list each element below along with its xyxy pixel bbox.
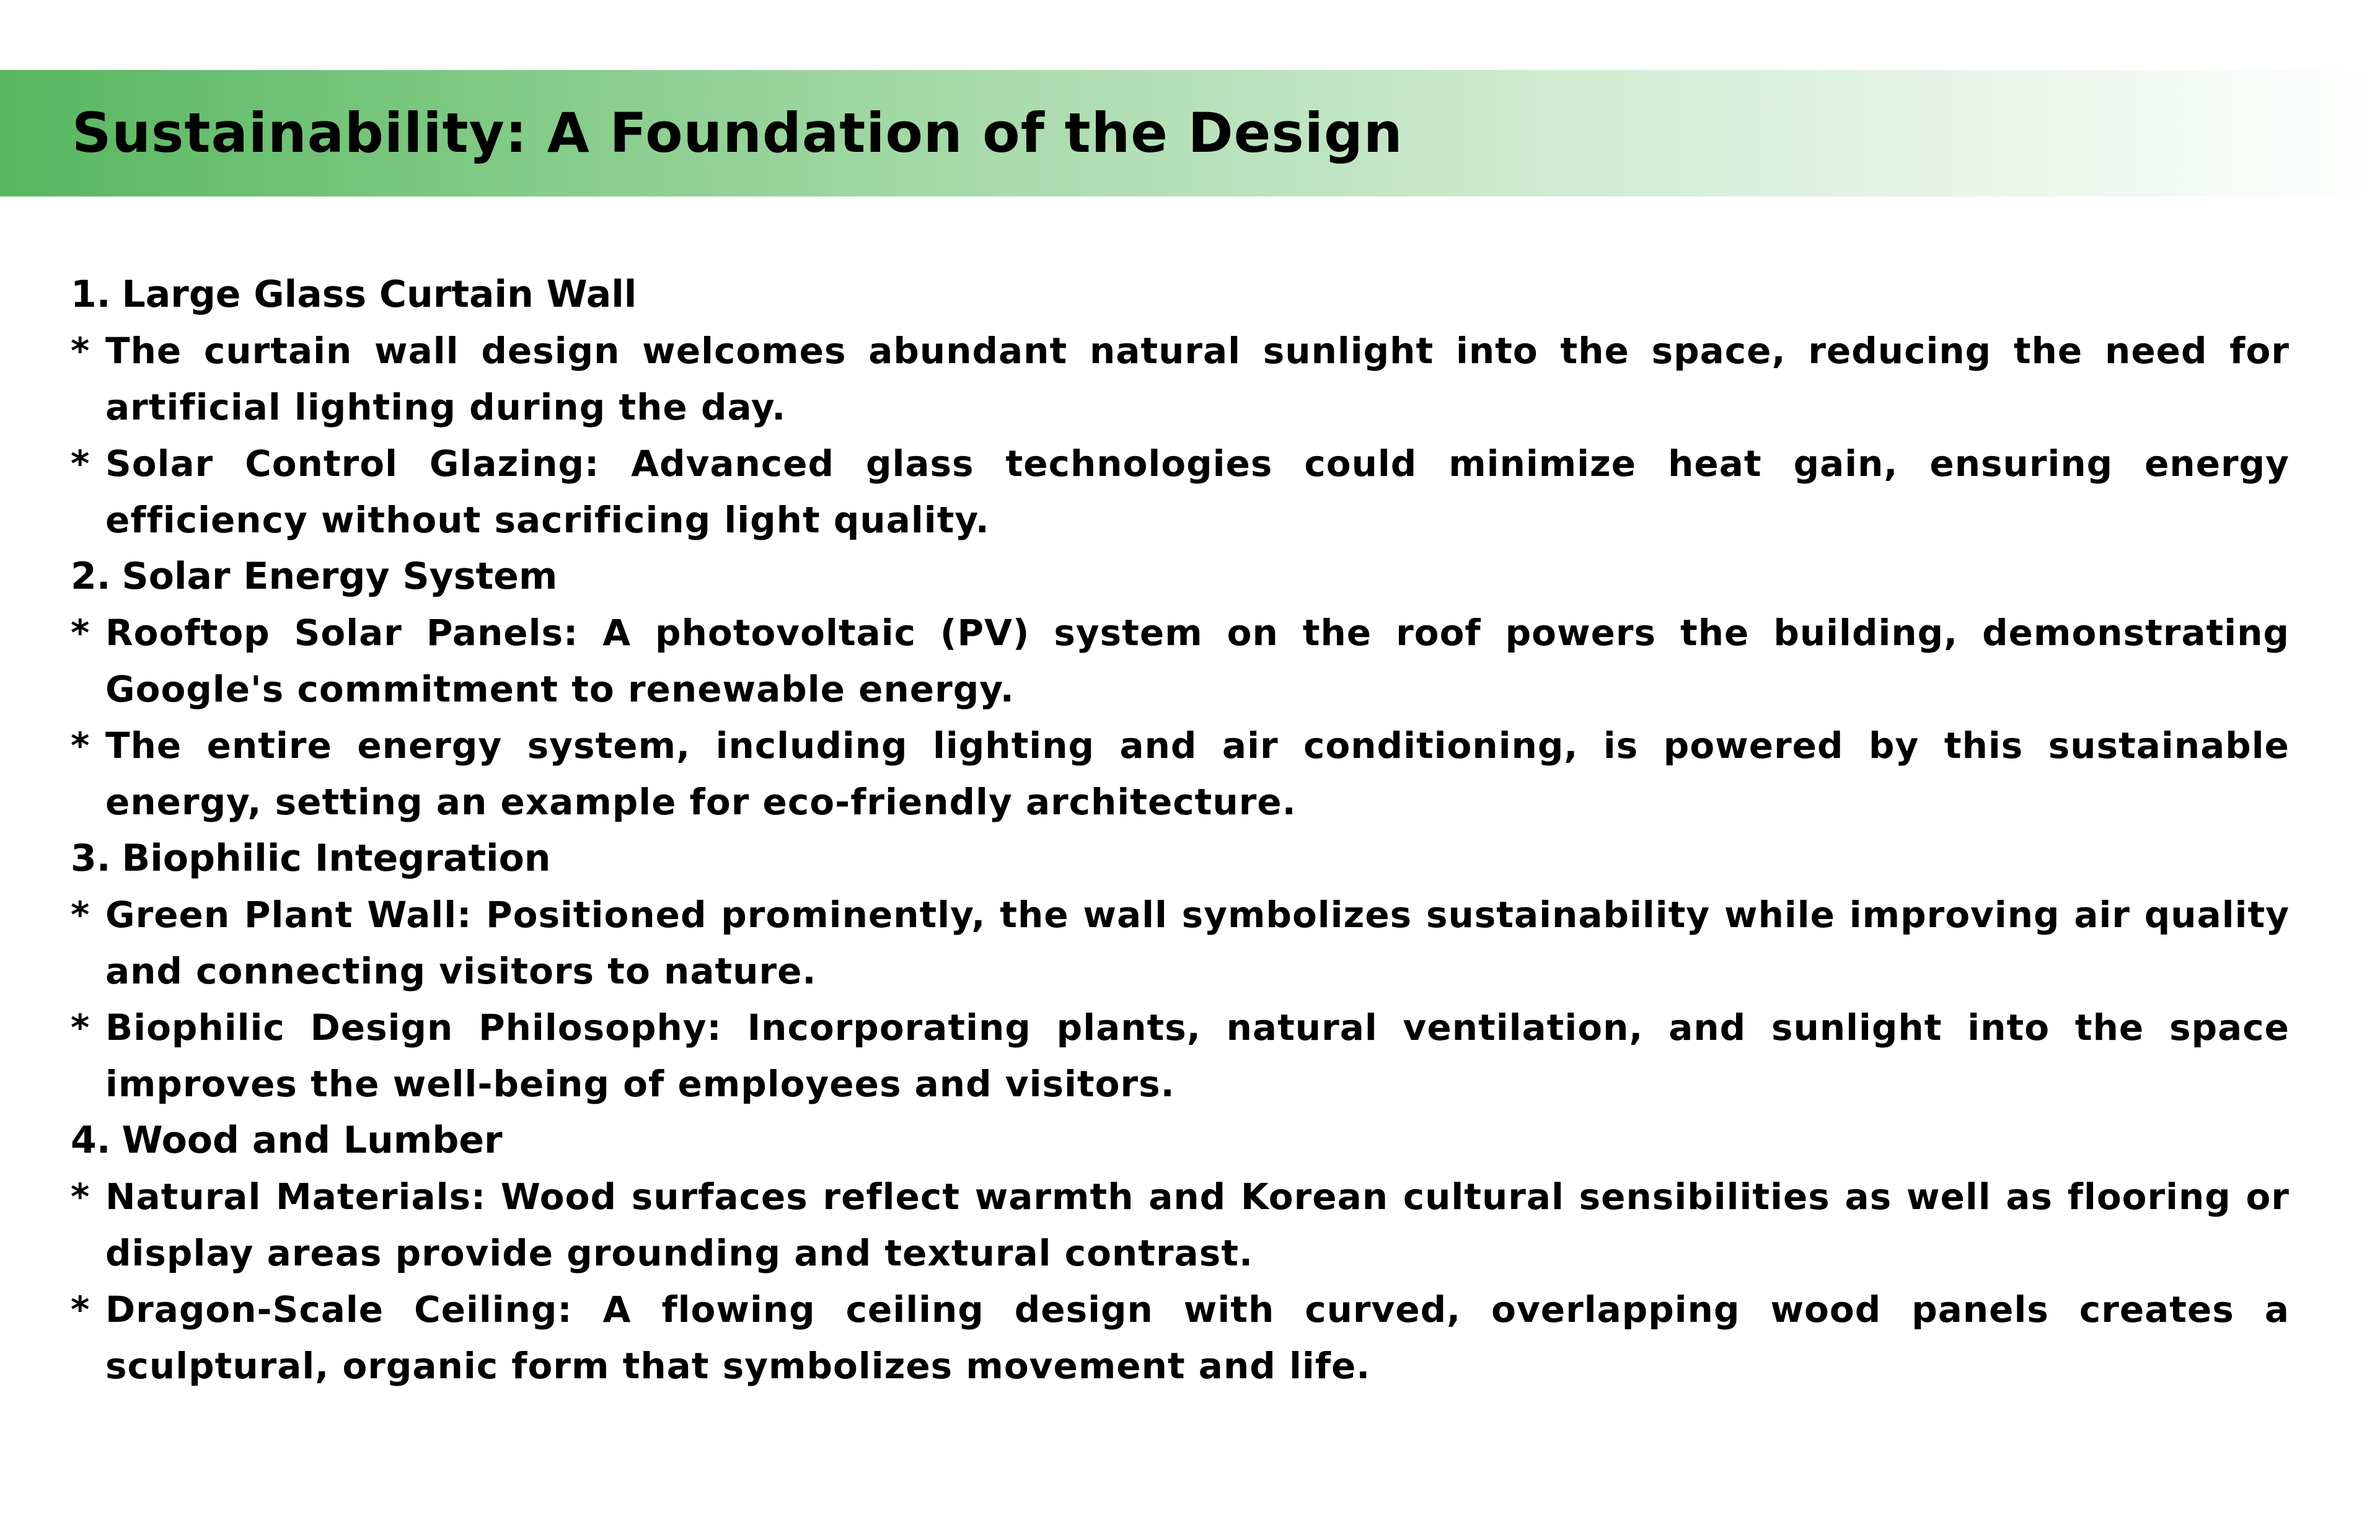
bullet-item [71,887,2290,1000]
bullet-text: Dragon-Scale Ceiling: A flowing ceiling design with curved, overlapping wood panels creates a sculptural, organic form that symbolizes movement and life. [105,1288,2290,1387]
bullet-marker: * [71,330,90,372]
section-number: 1. [71,273,111,316]
section-1 [71,266,2290,548]
section-heading [71,830,2290,887]
section-title: Solar Energy System [121,555,558,598]
bullet-text: The curtain wall design welcomes abundant natural sunlight into the space, reducing the need for artificial lighting during the day. [105,330,2290,428]
section-title: Large Glass Curtain Wall [121,273,637,316]
bullet-marker: * [71,894,90,936]
title-banner [0,70,2380,196]
bullet-text: Green Plant Wall: Positioned prominently, the wall symbolizes sustainability while improving air quality and connecting visitors to nature. [105,894,2290,992]
bullet-marker: * [71,612,90,654]
bullet-item [71,1282,2290,1394]
bullet-marker: * [71,1006,90,1049]
bullet-text: The entire energy system, including lighting and air conditioning, is powered by this sustainable energy, setting an example for eco-friendly architecture. [105,724,2290,823]
section-4 [71,1112,2290,1394]
bullet-marker: * [71,442,90,485]
section-title: Wood and Lumber [121,1119,503,1162]
section-heading [71,548,2290,605]
section-heading [71,1112,2290,1169]
page-title: Sustainability: A Foundation of the Design [72,101,1403,165]
bullet-text: Solar Control Glazing: Advanced glass technologies could minimize heat gain, ensuring energy efficiency without sacrificing light quality. [105,442,2290,541]
section-number: 3. [71,837,111,880]
bullet-list [71,323,2290,548]
section-number: 2. [71,555,111,598]
content-list [71,266,2290,1394]
bullet-item [71,436,2290,548]
bullet-list [71,1169,2290,1394]
bullet-list [71,605,2290,830]
bullet-marker: * [71,724,90,767]
bullet-item [71,605,2290,718]
section-heading [71,266,2290,323]
section-3 [71,830,2290,1112]
bullet-text: Biophilic Design Philosophy: Incorporating plants, natural ventilation, and sunlight into the space improves the well-being of employees and visitors. [105,1006,2290,1105]
bullet-list [71,887,2290,1112]
bullet-item [71,1169,2290,1282]
bullet-item [71,323,2290,436]
section-title: Biophilic Integration [121,837,551,880]
bullet-text: Rooftop Solar Panels: A photovoltaic (PV) system on the roof powers the building, demonstrating Google's commitment to renewable energy. [105,612,2290,710]
section-number: 4. [71,1119,111,1162]
bullet-marker: * [71,1288,90,1331]
section-2 [71,548,2290,830]
bullet-item [71,1000,2290,1112]
bullet-item [71,718,2290,830]
bullet-text: Natural Materials: Wood surfaces reflect warmth and Korean cultural sensibilities as well as flooring or display areas provide grounding and textural contrast. [105,1176,2290,1274]
bullet-marker: * [71,1176,90,1218]
